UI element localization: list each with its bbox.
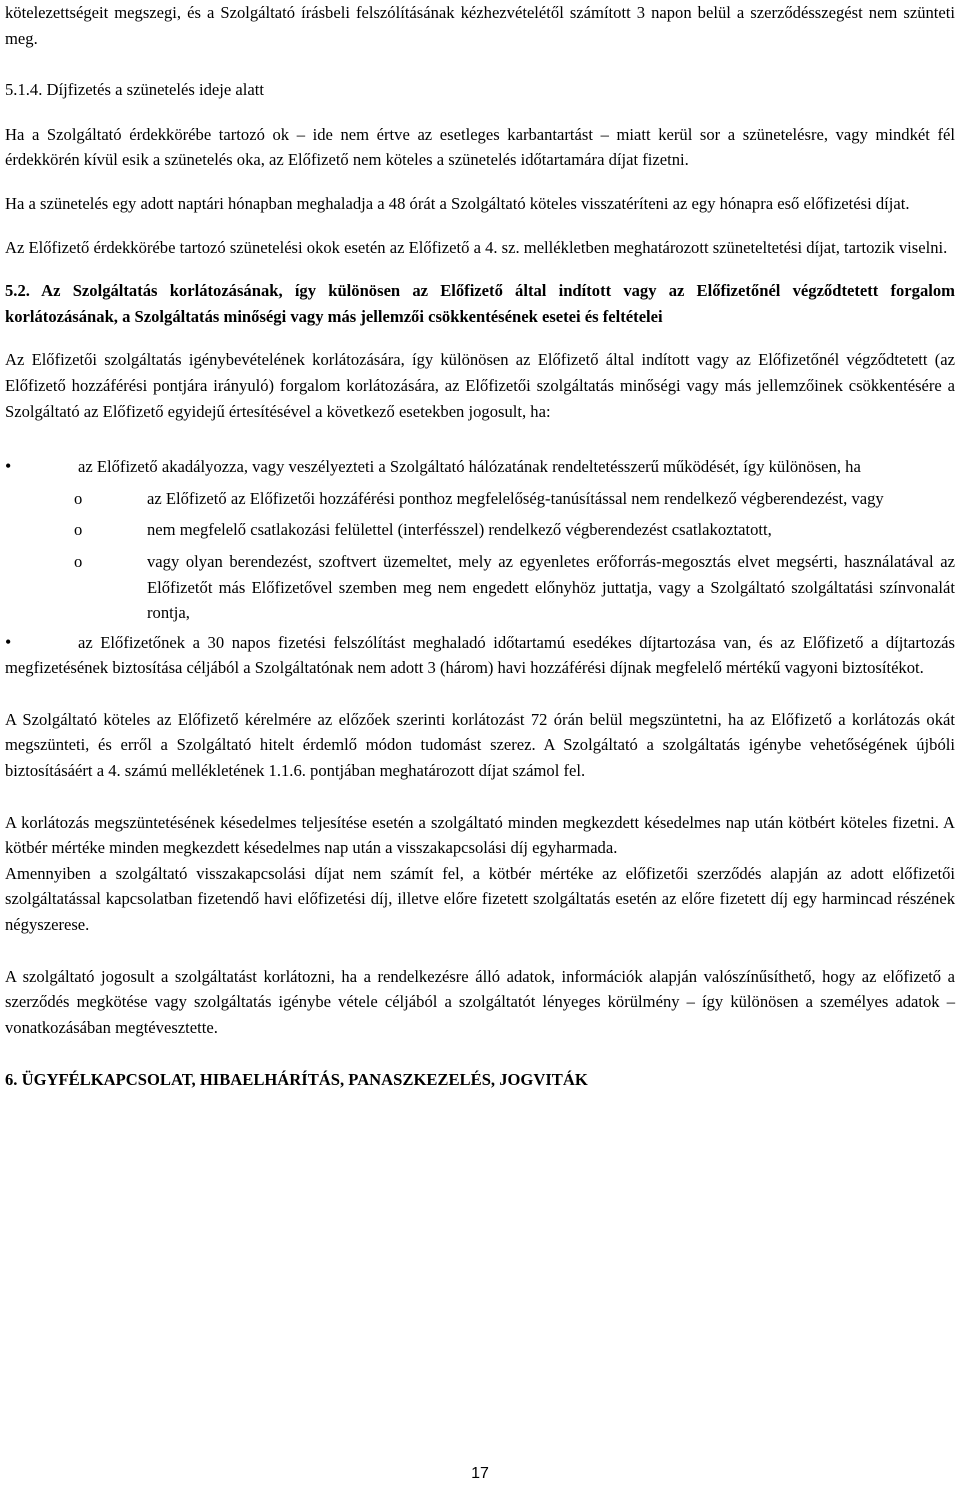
sub-item-1 <box>5 486 955 512</box>
paragraph-8: A szolgáltató jogosult a szolgáltatást korlátozni, ha a rendelkezésre álló adatok, információk alapján valószínűsíthető, hogy az előfizető a szerződés megkötése vagy szolgáltatás igénybe vétele céljából a szolgáltatót lényeges körülmény – így különösen a személyes adatok – vonatkozásában megtévesztette. <box>5 966 955 1037</box>
circle-bullet-icon: o <box>74 551 83 571</box>
bullet-icon: • <box>5 631 12 652</box>
paragraph-continuation: kötelezettségeit megszegi, és a Szolgáltató írásbeli felszólításának kézhezvételétől számított 3 napon belül a szerződésszegést nem szünteti meg. <box>5 3 955 48</box>
sub-item-2 <box>5 517 955 543</box>
section-heading-5-1-4: 5.1.4. Díjfizetés a szünetelés ideje alatt <box>5 80 264 100</box>
paragraph-5: A Szolgáltató köteles az Előfizető kérelmére az előzőek szerinti korlátozást 72 órán belül megszüntetni, ha az Előfizető a korlátozás okát megszünteti, és erről a Szolgáltató hitelt érdemlő módon tudomást szerez. A Szolgáltató a szolgáltatás igénybe vehetőségének újbóli biztosításáért a 4. számú mellékletének 1.1.6. pontjában meghatározott díjat számol fel. <box>5 709 955 781</box>
section-heading-5-2: 5.2. Az Szolgáltatás korlátozásának, így különösen az Előfizető által indított vagy az Előfizetőnél végződtetett forgalom korlátozásának, a Szolgáltatás minőségi vagy más jellemzői csökkentésének esetei és feltételei <box>5 281 955 326</box>
paragraph-1: Ha a Szolgáltató érdekkörébe tartozó ok – ide nem értve az esetleges karbantartást – miatt kerül sor a szünetelésre, vagy mindkét fél érdekkörén kívül esik a szünetelés oka, az Előfizető nem köteles a szünetelés időtartamára díjat fizetni. <box>5 124 955 170</box>
paragraph-2: Ha a szünetelés egy adott naptári hónapban meghaladja a 48 órát a Szolgáltató köteles visszatéríteni az egy hónapra eső előfizetési díjat. <box>5 193 910 213</box>
sub-text-3: vagy olyan berendezést, szoftvert üzemeltet, mely az egyenletes erőforrás-megosztás elvet megsérti, használatával az Előfizetőt más Előfizetővel szemben meg nem engedett előnyhöz juttatja, vagy a Szolgáltató szolgáltatási színvonalát rontja, <box>147 551 955 623</box>
paragraph-4: Az Előfizetői szolgáltatás igénybevételének korlátozására, így különösen az Előfizető által indított vagy az Előfizetőnél végződtetett (az Előfizető hozzáférési pontjára irányuló) forgalom korlátozására, az Előfizetői szolgáltatás minőségi vagy más jellemzőinek csökkentésére a Szolgáltató az Előfizető egyidejű értesítésével a következő esetekben jogosult, ha: <box>5 350 955 421</box>
paragraph-3: Az Előfizető érdekkörébe tartozó szünetelési okok esetén az Előfizető a 4. sz. mellékletben meghatározott szüneteltetési díjat, tartozik viselni. <box>5 237 948 257</box>
paragraph-7: Amennyiben a szolgáltató visszakapcsolási díjat nem számít fel, a kötbér mértéke az előfizetői szerződés alapján az adott előfizetői szolgáltatással kapcsolatban fizetendő havi előfizetési díj, illetve előre fizetett szolgáltatás esetén az előre fizetett díj egy harmincad részének négyszerese. <box>5 863 955 935</box>
bullet-item-1 <box>5 454 955 480</box>
bullet-item-2 <box>5 630 955 681</box>
bullet-text-2: az Előfizetőnek a 30 napos fizetési felszólítást meghaladó időtartamú esedékes díjtartozása van, és az Előfizető a díjtartozás megfizetésének biztosítása céljából a Szolgáltatónak nem adott 3 (három) havi hozzáférési díjnak megfelelő mértékű vagyoni biztosítékot. <box>5 632 955 678</box>
bullet-text-1: az Előfizető akadályozza, vagy veszélyezteti a Szolgáltató hálózatának rendeltetésszerű működését, így különösen, ha <box>78 457 861 477</box>
sub-item-3 <box>5 549 955 626</box>
circle-bullet-icon: o <box>74 520 83 540</box>
sub-text-1: az Előfizető az Előfizetői hozzáférési ponthoz megfelelőség-tanúsítással nem rendelkező végberendezést, vagy <box>147 488 884 508</box>
circle-bullet-icon: o <box>74 488 83 508</box>
bullet-icon: • <box>5 456 12 477</box>
page-number: 17 <box>471 1465 489 1482</box>
chapter-heading-6: 6. ÜGYFÉLKAPCSOLAT, HIBAELHÁRÍTÁS, PANASZKEZELÉS, JOGVITÁK <box>5 1070 588 1090</box>
paragraph-6: A korlátozás megszüntetésének késedelmes teljesítése esetén a szolgáltató minden megkezdett késedelmes nap után kötbért köteles fizetni. A kötbér mértéke minden megkezdett késedelmes nap után a visszakapcsolási díj egyharmada. <box>5 812 955 858</box>
document-page <box>5 0 955 1093</box>
sub-text-2: nem megfelelő csatlakozási felülettel (interfésszel) rendelkező végberendezést csatlakoztatott, <box>147 520 772 540</box>
